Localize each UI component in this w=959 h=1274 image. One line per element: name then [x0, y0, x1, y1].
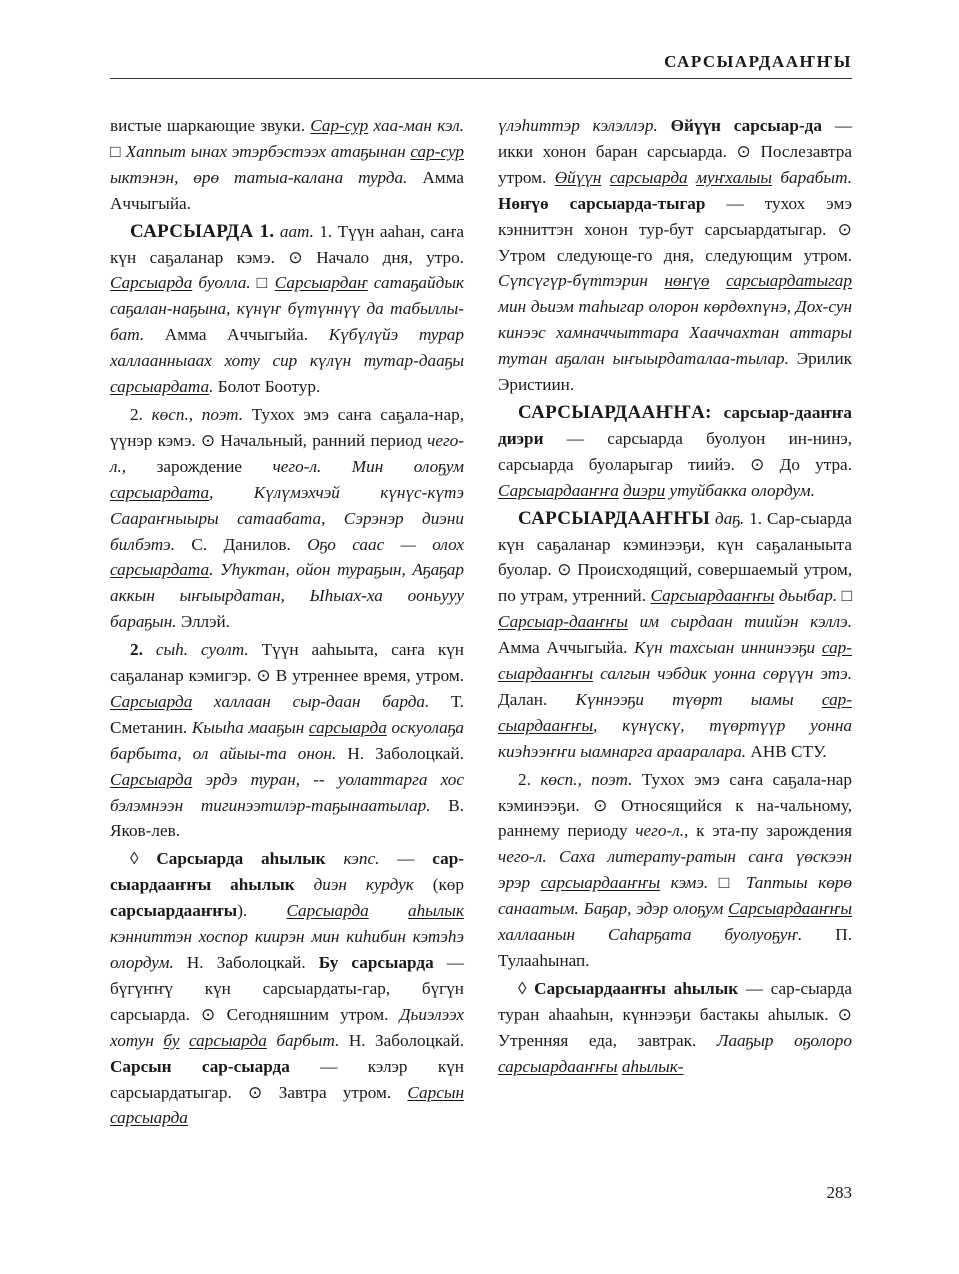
page-number: 283	[826, 1183, 852, 1202]
example-box-icon: □	[718, 873, 736, 893]
translation-marker-icon: ⊙	[288, 247, 303, 267]
sense-2-adverb: 2. сыһ. суолт. Түүн ааһыыта, саҥа күн саҕаланар кэмигэр. ⊙ В утреннее время, утром. Сарсыарда халлаан сыр-даан барда. Т. Сметанин. Кыыһа мааҕын сарсыарда оскуолаҕа барбыта, ол айыы-та онон. Н. Заболоцкай. Сарсыарда эрдэ туран, -- уолаттарга хос бэлэмнээн тигинээтилэр-таҕынаатылар. В. Яков-лев.	[110, 640, 465, 841]
entry-sarsyardaanny: САРСЫАРДААҤҤЫ даҕ. 1. Сар-сыарда күн саҕаланар кэминээҕи, күн саҕаланыыта буолар. ⊙ Происходящий, совершаемый утром, по утрам, утренний. Сарсыардааҥҥы дьыбар. □ Сарсыар-дааҥҥы им сырдаан тиийэн кэллэ. Амма Аччыгыйа. Күн тахсыан иннинээҕи сар-сыардааҥҥы салгын чэбдик уонна сөрүүн этэ. Далан. Күннээҕи түөрт ыамы сар-сыардааҥҥы, күнүскү, түөртүүр уонна киэһээҥҥи ыамнарга арааралара. АНВ СТУ.	[498, 507, 852, 761]
sense-2: 2. көсп., поэт. Тухох эмэ саҥа саҕала-нар кэминээҕи. ⊙ Относящийся к на-чальному, раннему периоду чего-л., к эта-пу зарождения чего-л. Саха литерату-ратын саҥа үөскээн эрэр сарсыардааҥҥы кэмэ. □ Таптыы көрө санаатым. Баҕар, эдэр олоҕум Сарсыардааҥҥы халлаанын Саһарҕата буолуоҕуҥ. П. Тулааһынап.	[498, 769, 853, 970]
phrase-diamond-icon: ◊	[518, 978, 535, 998]
paragraph: вистые шаркающие звуки. Сар-сур хаа-ман кэл. □ Хаппыт ынах этэрбэстээх атаҕынан сар-сур ыктэнэн, өрө татыа-калана турда. Амма Аччыгыйа.	[110, 116, 465, 213]
translation-marker-icon: ⊙	[750, 454, 765, 474]
example-box-icon: □	[841, 586, 852, 606]
translation-marker-icon: ⊙	[557, 560, 572, 580]
translation-marker-icon: ⊙	[200, 430, 216, 450]
translation-marker-icon: ⊙	[256, 666, 271, 686]
translation-marker-icon: ⊙	[248, 1082, 263, 1102]
translation-marker-icon: ⊙	[201, 1004, 216, 1024]
translation-marker-icon: ⊙	[736, 141, 751, 161]
phrase-block: ◊ Сарсыарда аһылык кэпс. — сар-сыардааҥҥы аһылык диэн курдук (көр сарсыардааҥҥы). Сарсыарда аһылык кэнниттэн хоспор киирэн мин киһибин кэтэһэ олордум. Н. Заболоцкай. Бу сарсыарда — бүгүҥҥү күн сарсыардаты-гар, бүгүн сарсыарда. ⊙ Сегодняшним утром. Дьиэлээх хотун бу сарсыарда барбыт. Н. Заболоцкай. Сарсын сар-сыарда — кэлэр күн сарсыардатыгар. ⊙ Завтра утром. Сарсын сарсыарда	[110, 849, 465, 1128]
example-box-icon: □	[256, 273, 269, 293]
translation-marker-icon: ⊙	[593, 795, 608, 815]
running-head: САРСЫАРДААҤҤЫ	[664, 52, 852, 71]
right-column	[498, 113, 852, 1080]
header-rule	[110, 78, 852, 79]
translation-marker-icon: ⊙	[837, 219, 852, 239]
headword: САРСЫАРДА 1.	[130, 220, 275, 242]
left-column	[110, 113, 464, 1131]
phrase-block: ◊ Сарсыардааҥҥы аһылык — сар-сыарда туран аһааһын, күннээҕи бастакы аһылык. ⊙ Утренняя еда, завтрак. Лааҕыр оҕолоро сарсыардааҥҥы аһылык-	[498, 978, 853, 1076]
example-box-icon: □	[110, 141, 121, 161]
sense-2: 2. көсп., поэт. Тухох эмэ саҥа саҕала-нар, үүнэр кэмэ. ⊙ Начальный, ранний период чего-л., зарождение чего-л. Мин олоҕум сарсыардата, Күлүмэхчэй күнүс-күтэ Саараҥныыры сатаабата, Сэрэнэр диэни билбэтэ. С. Данилов. Оҕо саас — олох сарсыардата. Уһуктан, ойон тураҕын, Аҕаҕар аккын ыҥыырдатан, Ыһыах-ха ооньууу бараҕын. Эллэй.	[110, 404, 465, 632]
entry-sarsyarda: САРСЫАРДА 1. аат. 1. Түүн ааһан, саҥа күн саҕаланар кэмэ. ⊙ Начало дня, утро. Сарсыарда буолла. □ Сарсыардаҥ сатаҕайдык саҕалан-наҕына, күнүҥ бүтүннүү да табыллы-бат. Амма Аччыгыйа. Күбүлүйэ турар халлаанныаах хоту сир күлүн тутар-дааҕы сарсыардата. Болот Боотур.	[110, 220, 465, 397]
headword: САРСЫАРДААҤҤА:	[518, 401, 712, 423]
entry-sarsyardaanna: САРСЫАРДААҤҤА: сарсыар-дааҥҥа диэри — сарсыарда буолуон ин-нинэ, сарсыарда буоларыгар тиийэ. ⊙ До утра. Сарсыардааҥҥа диэри утуйбакка олордум.	[498, 401, 852, 500]
phrase-diamond-icon: ◊	[130, 849, 157, 869]
translation-marker-icon: ⊙	[837, 1004, 852, 1024]
paragraph: үлэһиттэр кэлэллэр. Өйүүн сарсыар-да — икки хонон баран сарсыарда. ⊙ Послезавтра утром. Өйүүн сарсыарда муҥхалыы барабыт. Нөҥүө сарсыарда-тыгар — тухох эмэ кэнниттэн хонон тур-бут сарсыардатыгар. ⊙ Утром следующе-го дня, следующим утром. Сүпсүгүр-бүттэрин нөҥүө сарсыардатыгар мин дьиэм таһыгар олорон көрдөхпүнэ, Дох-сун кинээс хамначчыттара Хааччахтан аттары тутан аҕалан ыҥыырдаталаа-тылар. Эрилик Эристиин.	[498, 116, 852, 395]
headword: САРСЫАРДААҤҤЫ	[518, 507, 711, 529]
